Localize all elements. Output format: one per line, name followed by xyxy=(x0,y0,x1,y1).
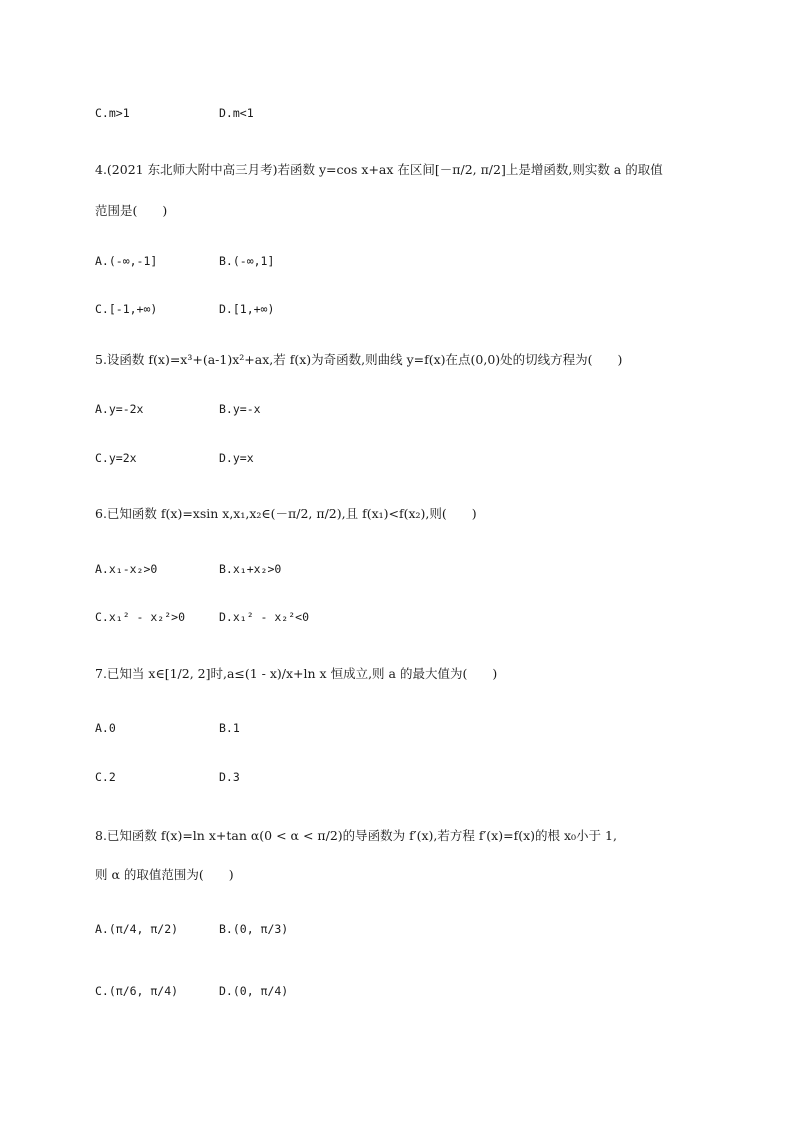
q3-option-c: C.m>1 xyxy=(95,106,130,120)
q7-option-a: A.0 xyxy=(95,721,116,735)
q5-option-d: D.y=x xyxy=(219,451,254,465)
q6-option-c: C.x₁² - x₂²>0 xyxy=(95,610,186,624)
q8-option-a: A.(π/4, π/2) xyxy=(95,922,179,936)
q4-option-c: C.[-1,+∞) xyxy=(95,302,158,316)
q4-option-d: D.[1,+∞) xyxy=(219,302,275,316)
q8-stem-line1: 8.已知函数 f(x)=ln x+tan α(0 < α < π/2)的导函数为 f′(x),若方程 f′(x)=f(x)的根 x₀小于 1, xyxy=(95,828,617,843)
q8-option-b: B.(0, π/3) xyxy=(219,922,289,936)
q5-option-a: A.y=-2x xyxy=(95,402,144,416)
q6-stem-line1: 6.已知函数 f(x)=xsin x,x₁,x₂∈(－π/2, π/2),且 f(x₁)<f(x₂),则( ) xyxy=(95,506,477,521)
q7-stem-line1: 7.已知当 x∈[1/2, 2]时,a≤(1 - x)/x+ln x 恒成立,则 a 的最大值为( ) xyxy=(95,666,498,681)
q5-stem-line1: 5.设函数 f(x)=x³+(a-1)x²+ax,若 f(x)为奇函数,则曲线 y=f(x)在点(0,0)处的切线方程为( ) xyxy=(95,352,623,367)
q6-option-a: A.x₁-x₂>0 xyxy=(95,562,158,576)
q6-option-b: B.x₁+x₂>0 xyxy=(219,562,282,576)
q4-option-b: B.(-∞,1] xyxy=(219,254,275,268)
q8-option-c: C.(π/6, π/4) xyxy=(95,984,179,998)
q7-option-b: B.1 xyxy=(219,721,240,735)
q8-option-d: D.(0, π/4) xyxy=(219,984,289,998)
q6-option-d: D.x₁² - x₂²<0 xyxy=(219,610,310,624)
q5-option-b: B.y=-x xyxy=(219,402,261,416)
q4-stem-line1: 4.(2021 东北师大附中高三月考)若函数 y=cos x+ax 在区间[－π/2, π/2]上是增函数,则实数 a 的取值 xyxy=(95,162,663,177)
q4-option-a: A.(-∞,-1] xyxy=(95,254,158,268)
q8-stem-line2: 则 α 的取值范围为( ) xyxy=(95,867,234,882)
q5-option-c: C.y=2x xyxy=(95,451,137,465)
q3-option-d: D.m<1 xyxy=(219,106,254,120)
q4-stem-line2: 范围是( ) xyxy=(95,203,168,218)
q7-option-c: C.2 xyxy=(95,770,116,784)
q7-option-d: D.3 xyxy=(219,770,240,784)
